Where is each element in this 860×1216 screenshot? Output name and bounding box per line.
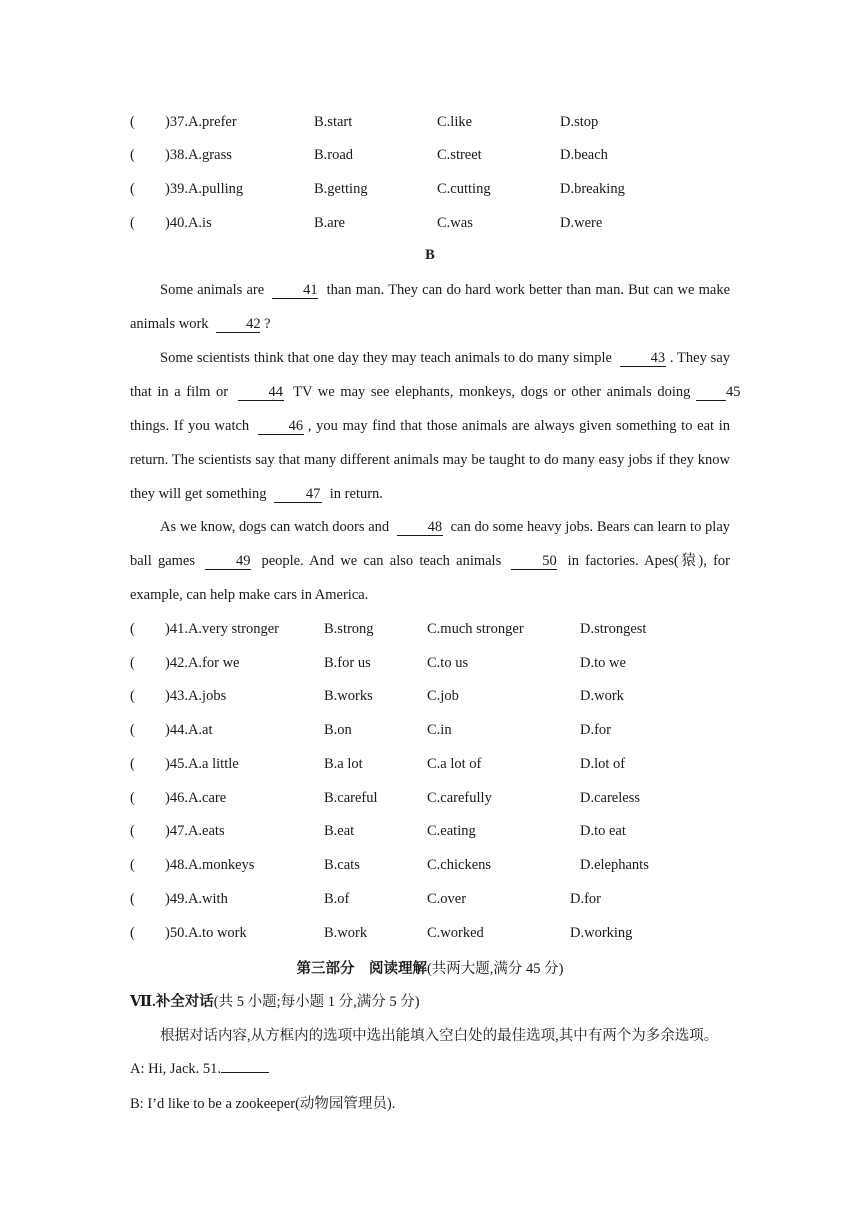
answer-paren: ( — [130, 181, 135, 197]
passage-paragraph-2 — [130, 341, 741, 511]
option-d: D.breaking — [560, 181, 625, 197]
option-d: D.stop — [560, 114, 599, 130]
option-a: )42.A.for we — [165, 655, 240, 671]
option-a: )45.A.a little — [165, 756, 239, 772]
answer-paren: ( — [130, 147, 135, 163]
blank-46: 46 — [258, 418, 304, 435]
passage-text: Some scientists think that one day they may teach animals to do many simple — [160, 350, 612, 366]
option-d: D.elephants — [580, 857, 649, 873]
option-a: )43.A.jobs — [165, 688, 227, 704]
option-b: B.strong — [324, 621, 374, 637]
blank-42: 42 — [216, 316, 260, 333]
option-a: )38.A.grass — [165, 147, 232, 163]
option-a: )47.A.eats — [165, 823, 225, 839]
passage-text: people. And we can also teach animals — [261, 553, 502, 569]
passage-text: than man. They can do hard work better than man. But can we make animals work — [130, 282, 731, 332]
passage-text: things. If you watch — [130, 418, 250, 434]
blank-48: 48 — [397, 519, 443, 536]
dialog-line-a — [130, 1058, 269, 1078]
option-c: C.eating — [427, 823, 476, 839]
passage-text: in return. — [329, 486, 383, 502]
option-c: C.over — [427, 891, 467, 907]
section-seven-note: (共 5 小题;每小题 1 分,满分 5 分) — [213, 994, 420, 1010]
option-b: B.road — [314, 147, 354, 163]
option-a: )41.A.very stronger — [165, 621, 279, 637]
answer-paren: ( — [130, 688, 135, 704]
dialog-line-b: B: I’d like to be a zookeeper(动物园管理员). — [130, 1096, 396, 1112]
option-d: D.for — [570, 891, 602, 907]
blank-47: 47 — [274, 486, 322, 503]
passage-text: , you may find that those animals are always given something to eat in return. The scientists say that many different animals may be taught to do many easy jobs if they know they will get something — [130, 418, 730, 502]
passage-text: ? — [264, 316, 271, 332]
option-c: C.a lot of — [427, 756, 482, 772]
blank-50: 50 — [511, 553, 557, 570]
dialog-text: A: Hi, Jack. 51. — [130, 1061, 222, 1077]
blank-49: 49 — [205, 553, 251, 570]
option-b: B.start — [314, 114, 353, 130]
passage-text: As we know, dogs can watch doors and — [160, 519, 390, 535]
option-b: B.on — [324, 722, 352, 738]
passage-text: in factories. Apes(猿), for example, can help make cars in America. — [130, 553, 730, 603]
option-c: C.carefully — [427, 790, 492, 806]
blank-41: 41 — [272, 282, 318, 299]
option-b: B.cats — [324, 857, 360, 873]
answer-paren: ( — [130, 722, 135, 738]
answer-paren: ( — [130, 215, 135, 231]
option-b: B.careful — [324, 790, 378, 806]
option-d: D.work — [580, 688, 624, 704]
option-a: )44.A.at — [165, 722, 213, 738]
section-seven-heading — [130, 990, 420, 1011]
section-heading-b: B — [425, 247, 435, 263]
option-a: )49.A.with — [165, 891, 228, 907]
blank-43: 43 — [620, 350, 666, 367]
passage-paragraph-1 — [130, 273, 730, 341]
answer-paren: ( — [130, 925, 135, 941]
passage-text: Some animals are — [160, 282, 265, 298]
instruction-text: 根据对话内容,从方框内的选项中选出能填入空白处的最佳选项,其中有两个为多余选项。 — [160, 1028, 719, 1044]
option-d: D.careless — [580, 790, 640, 806]
option-c: C.was — [437, 215, 473, 231]
part-three-note: (共两大题,满分 45 分) — [426, 961, 564, 977]
answer-paren: ( — [130, 891, 135, 907]
passage-text: TV we may see elephants, monkeys, dogs or other animals doing — [293, 384, 691, 400]
option-c: C.cutting — [437, 181, 491, 197]
option-d: D.to eat — [580, 823, 626, 839]
option-a: )50.A.to work — [165, 925, 247, 941]
option-d: D.were — [560, 215, 603, 231]
answer-paren: ( — [130, 114, 135, 130]
option-a: )46.A.care — [165, 790, 227, 806]
option-c: C.chickens — [427, 857, 492, 873]
option-a: )40.A.is — [165, 215, 212, 231]
option-a: )39.A.pulling — [165, 181, 244, 197]
option-c: C.to us — [427, 655, 469, 671]
answer-paren: ( — [130, 655, 135, 671]
option-d: D.to we — [580, 655, 626, 671]
option-a: )48.A.monkeys — [165, 857, 255, 873]
option-d: D.beach — [560, 147, 608, 163]
answer-paren: ( — [130, 621, 135, 637]
option-c: C.street — [437, 147, 482, 163]
option-b: B.are — [314, 215, 345, 231]
section-seven-title: Ⅶ.补全对话 — [130, 994, 214, 1010]
option-b: B.a lot — [324, 756, 363, 772]
option-d: D.working — [570, 925, 633, 941]
option-c: C.in — [427, 722, 452, 738]
option-d: D.strongest — [580, 621, 647, 637]
part-three-heading — [130, 957, 730, 978]
option-b: B.eat — [324, 823, 355, 839]
blank-44: 44 — [238, 384, 284, 401]
option-b: B.of — [324, 891, 350, 907]
option-c: C.much stronger — [427, 621, 524, 637]
passage-text: can do some heavy jobs. Bears can learn to play ball games — [130, 519, 731, 569]
option-c: C.job — [427, 688, 459, 704]
option-b: B.getting — [314, 181, 368, 197]
answer-paren: ( — [130, 823, 135, 839]
option-d: D.lot of — [580, 756, 626, 772]
answer-paren: ( — [130, 790, 135, 806]
option-d: D.for — [580, 722, 612, 738]
passage-text: . They say that in a film or — [130, 350, 730, 400]
passage-paragraph-3 — [130, 510, 730, 612]
option-c: C.worked — [427, 925, 484, 941]
option-b: B.for us — [324, 655, 371, 671]
answer-paren: ( — [130, 857, 135, 873]
blank-45: 45 — [696, 384, 726, 401]
part-three-title: 第三部分 阅读理解 — [296, 961, 427, 977]
option-c: C.like — [437, 114, 473, 130]
option-b: B.works — [324, 688, 373, 704]
answer-paren: ( — [130, 756, 135, 772]
option-a: )37.A.prefer — [165, 114, 237, 130]
option-b: B.work — [324, 925, 368, 941]
blank-51 — [221, 1058, 269, 1073]
